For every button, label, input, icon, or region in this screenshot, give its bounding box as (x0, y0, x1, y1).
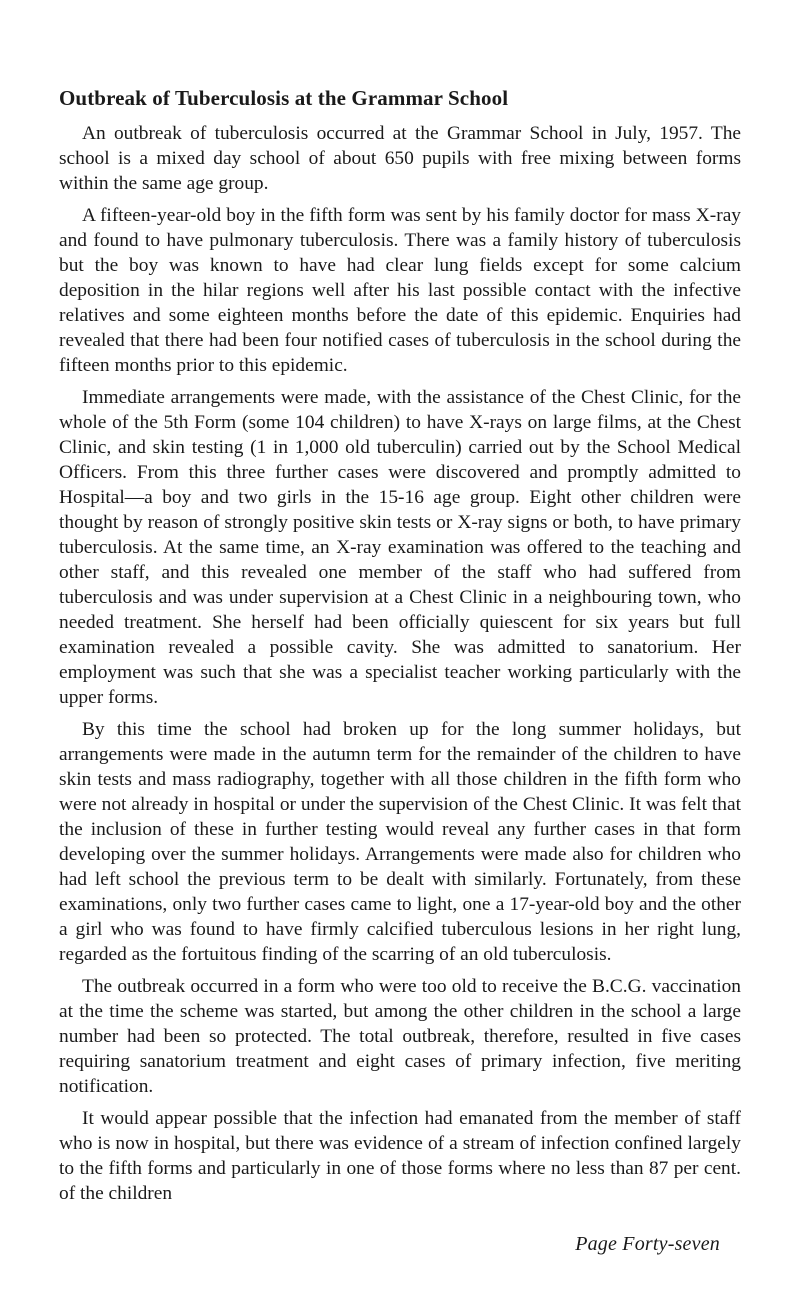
page-number-footer: Page Forty-seven (575, 1233, 720, 1255)
paragraph-3: Immediate arrangements were made, with the assistance of the Chest Clinic, for the whole of the 5th Form (some 104 children) to have X-rays on large films, at the Chest Clinic, and skin testing (1 in 1,000 old tuberculin) carried out by the School Medical Officers. From this three further cases were discovered and promptly admitted to Hospital—a boy and two girls in the 15-16 age group. Eight other children were thought by reason of strongly positive skin tests or X-ray signs or both, to have primary tuberculosis. At the same time, an X-ray examination was offered to the teaching and other staff, and this revealed one member of the staff who had suffered from tuberculosis and was under supervision at a Chest Clinic in a neighbouring town, who needed treatment. She herself had been officially quiescent for six years but full examination revealed a possible cavity. She was admitted to sanatorium. Her employment was such that she was a specialist teacher working particularly with the upper forms. (59, 387, 741, 708)
document-page (59, 85, 741, 1213)
page-title: Outbreak of Tuberculosis at the Grammar School (59, 86, 509, 110)
paragraph-1: An outbreak of tuberculosis occurred at the Grammar School in July, 1957. The school is a mixed day school of about 650 pupils with free mixing between forms within the same age group. (59, 123, 741, 194)
paragraph-6: It would appear possible that the infection had emanated from the member of staff who is now in hospital, but there was evidence of a stream of infection confined largely to the fifth forms and particularly in one of those forms where no less than 87 per cent. of the children (59, 1108, 741, 1204)
paragraph-4: By this time the school had broken up for the long summer holidays, but arrangements were made in the autumn term for the remainder of the children to have skin tests and mass radiography, together with all those children in the fifth form who were not already in hospital or under the supervision of the Chest Clinic. It was felt that the inclusion of these in further testing would reveal any further cases in that form developing over the summer holidays. Arrangements were made also for children who had left school the previous term to be dealt with similarly. Fortunately, from these examinations, only two further cases came to light, one a 17-year-old boy and the other a girl who was found to have firmly calcified tuberculous lesions in her right lung, regarded as the fortuitous finding of the scarring of an old tuberculosis. (59, 719, 741, 965)
paragraph-2: A fifteen-year-old boy in the fifth form was sent by his family doctor for mass X-ray and found to have pulmonary tuberculosis. There was a family history of tuberculosis but the boy was known to have had clear lung fields except for some calcium deposition in the hilar regions well after his last possible contact with the infective relatives and some eighteen months before the date of this epidemic. Enquiries had revealed that there had been four notified cases of tuberculosis in the school during the fifteen months prior to this epidemic. (59, 205, 741, 376)
paragraph-5: The outbreak occurred in a form who were too old to receive the B.C.G. vaccination at the time the scheme was started, but among the other children in the school a large number had been so protected. The total outbreak, therefore, resulted in five cases requiring sanatorium treatment and eight cases of primary infection, five meriting notification. (59, 976, 741, 1097)
